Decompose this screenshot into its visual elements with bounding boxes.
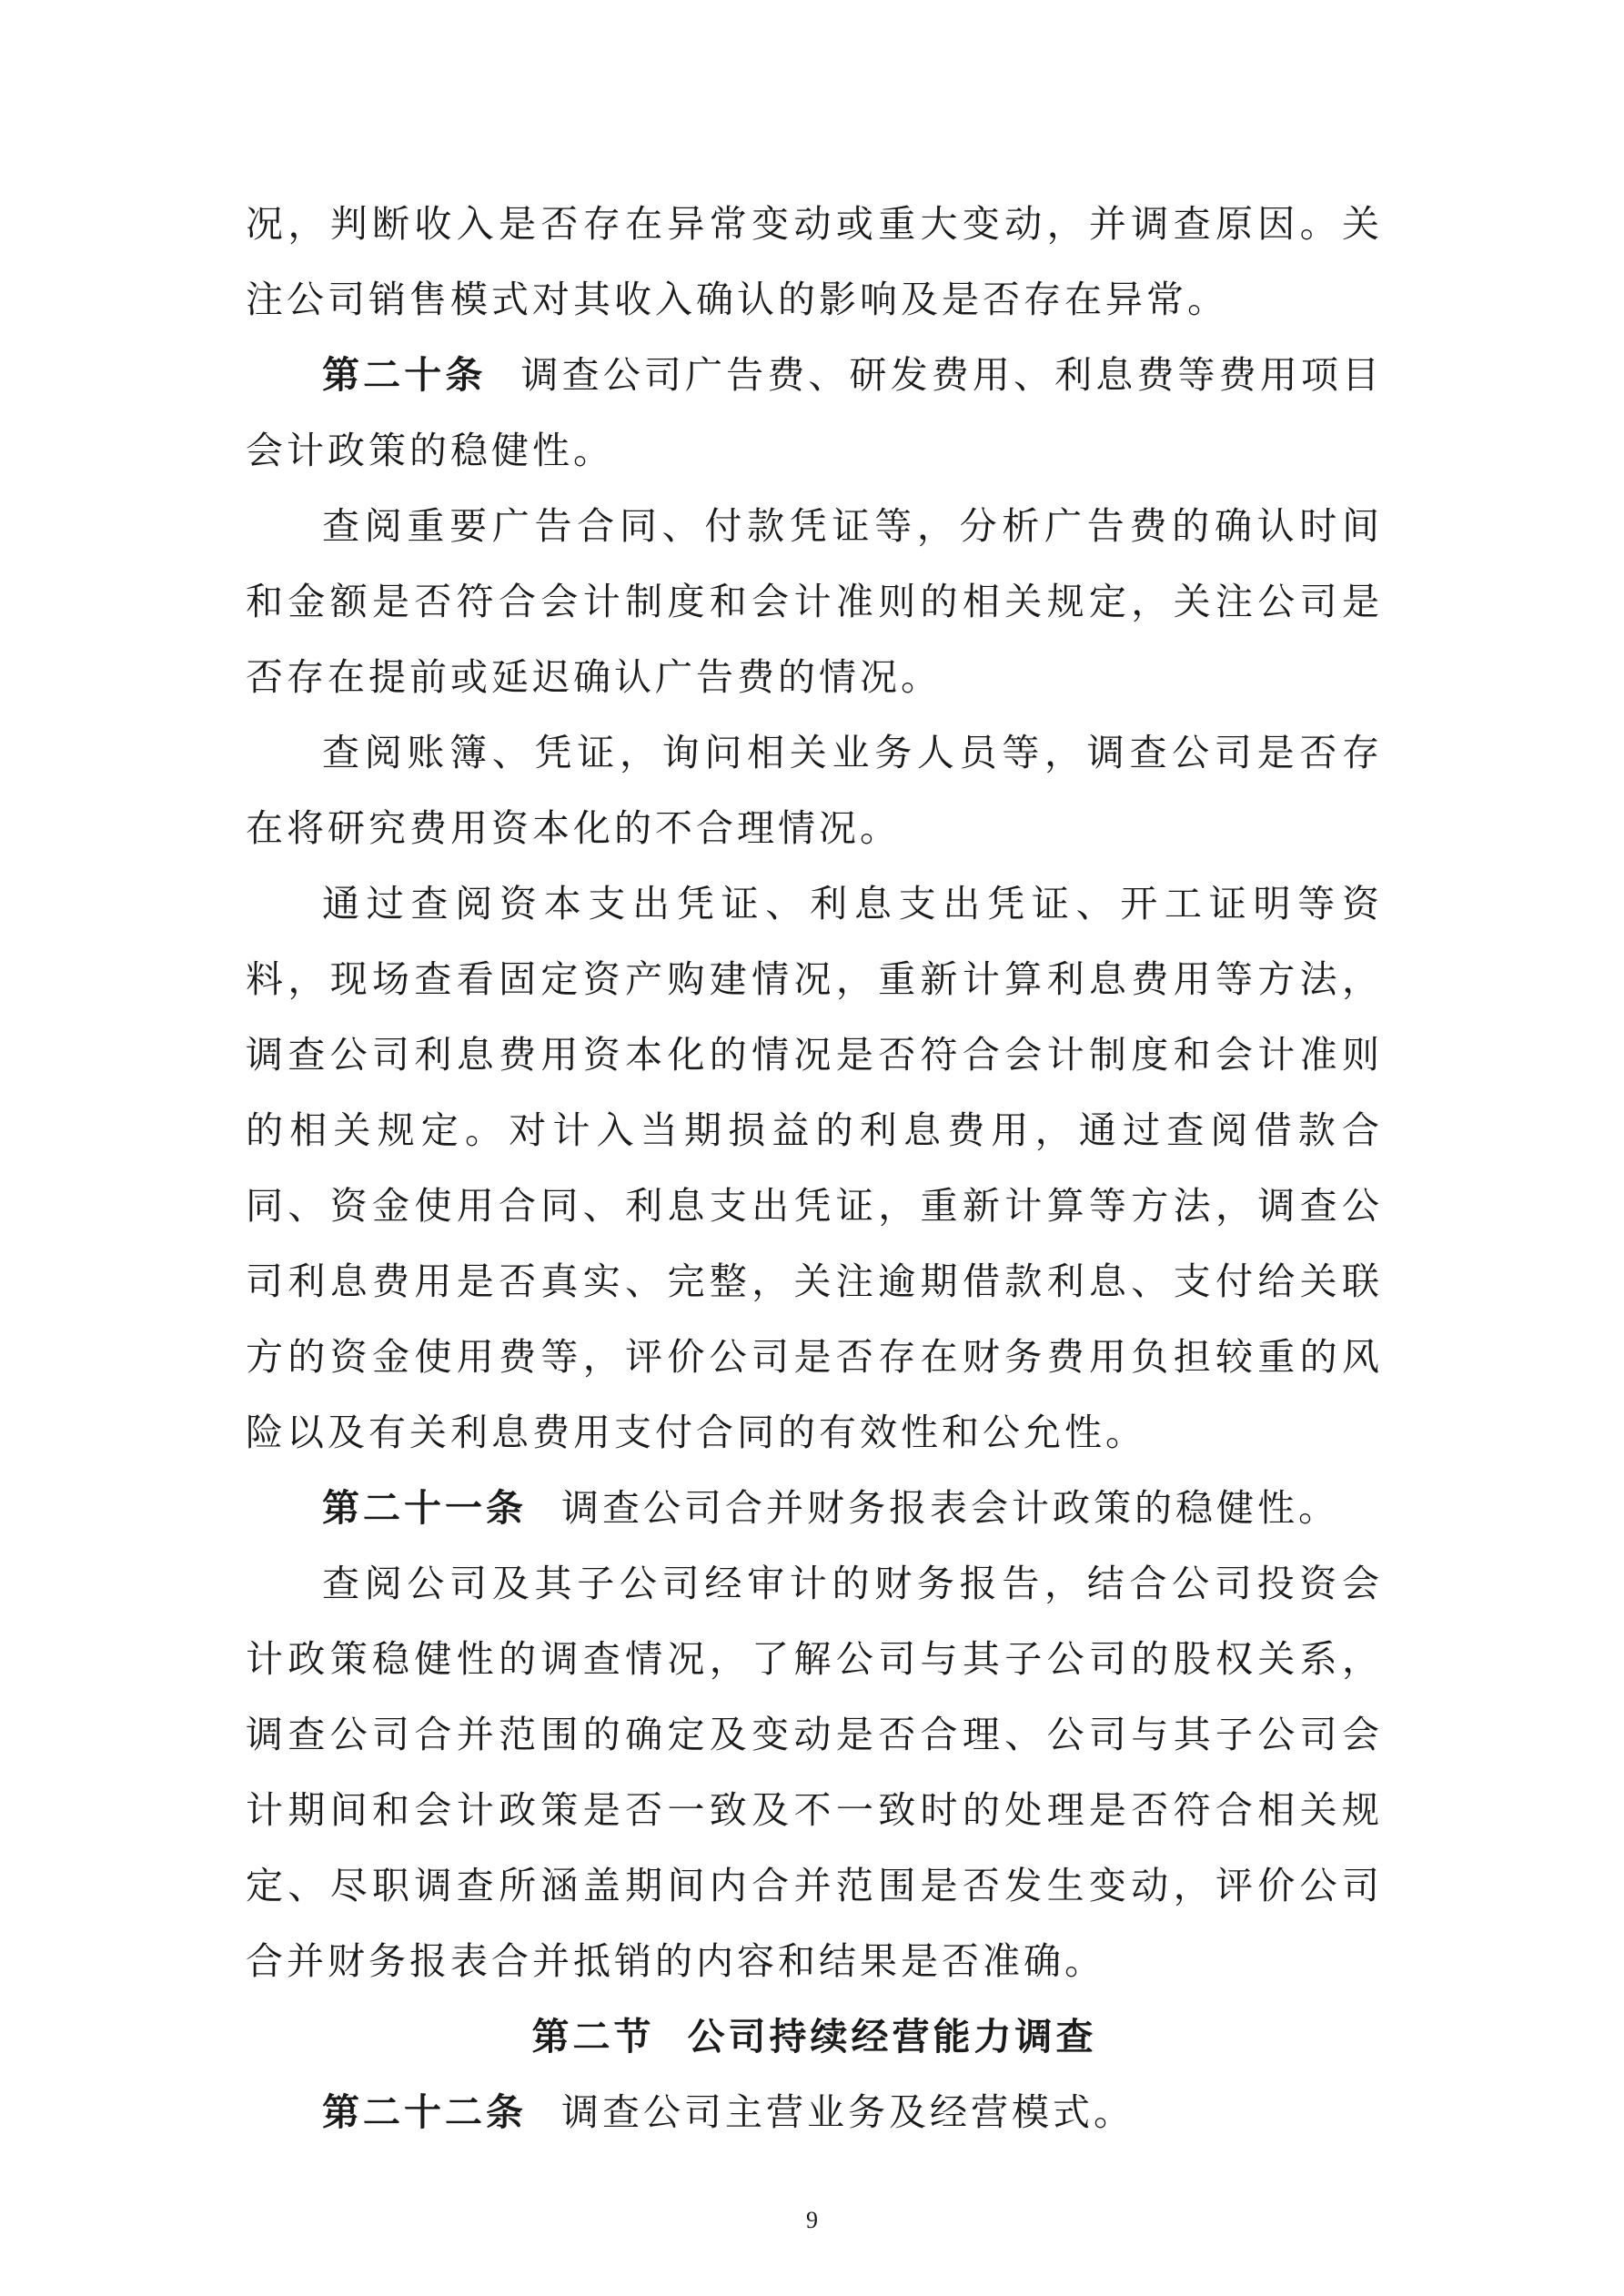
paragraph-continuation: 况，判断收入是否存在异常变动或重大变动，并调查原因。关注公司销售模式对其收入确认的影响及是否存在异常。 [246,202,1383,321]
article-paragraph [246,2075,1383,2150]
body-paragraph: 查阅重要广告合同、付款凭证等，分析广告费的确认时间和金额是否符合会计制度和会计准则的相关规定，关注公司是否存在提前或延迟确认广告费的情况。 [246,504,1383,699]
article-text: 调查公司主营业务及经营模式。 [561,2090,1135,2134]
article-label: 第二十一条 [322,1486,527,1530]
section-number: 第二节 [531,2015,655,2058]
article-text: 调查公司广告费、研发费用、利息费等费用项目会计政策的稳健性。 [246,353,1383,472]
article-paragraph [246,1471,1383,1546]
body-paragraph: 查阅公司及其子公司经审计的财务报告，结合公司投资会计政策稳健性的调查情况，了解公司与其子公司的股权关系，调查公司合并范围的确定及变动是否合理、公司与其子公司会计期间和会计政策是否一致及不一致时的处理是否符合相关规定、尽职调查所涵盖期间内合并范围是否发生变动，评价公司合并财务报表合并抵销的内容和结果是否准确。 [246,1562,1383,1983]
article-label: 第二十条 [322,353,487,397]
section-heading [246,1999,1383,2075]
article-paragraph [246,338,1383,489]
body-paragraph: 通过查阅资本支出凭证、利息支出凭证、开工证明等资料，现场查看固定资产购建情况，重新计算利息费用等方法，调查公司利息费用资本化的情况是否符合会计制度和会计准则的相关规定。对计入当期损益的利息费用，通过查阅借款合同、资金使用合同、利息支出凭证，重新计算等方法，调查公司利息费用是否真实、完整，关注逾期借款利息、支付给关联方的资金使用费等，评价公司是否存在财务费用负担较重的风险以及有关利息费用支付合同的有效性和公允性。 [246,882,1383,1454]
section-title: 公司持续经营能力调查 [687,2015,1097,2058]
article-label: 第二十二条 [322,2090,527,2134]
body-paragraph: 查阅账簿、凭证，询问相关业务人员等，调查公司是否存在将研究费用资本化的不合理情况。 [246,731,1383,850]
document-body [246,187,1383,2150]
article-text: 调查公司合并财务报表会计政策的稳健性。 [561,1486,1339,1530]
page-number: 9 [806,2207,818,2233]
